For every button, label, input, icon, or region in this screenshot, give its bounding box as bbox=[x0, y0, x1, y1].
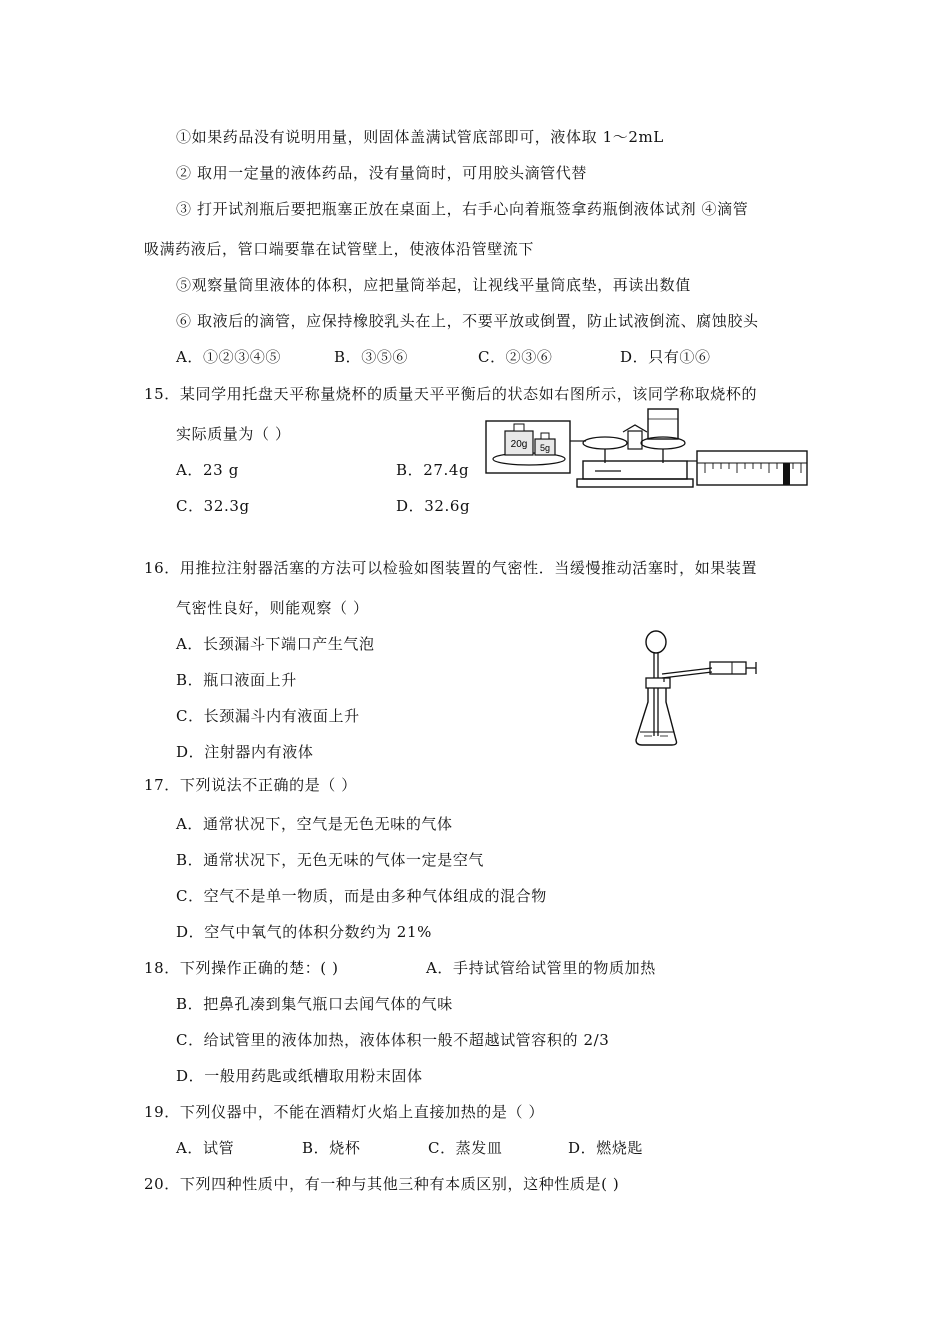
funnel-bulb-icon bbox=[646, 631, 666, 653]
weight-5g-label: 5g bbox=[539, 443, 551, 453]
q14-option-d: D．只有①⑥ bbox=[620, 348, 711, 366]
q16-option-a: A．长颈漏斗下端口产生气泡 bbox=[176, 635, 375, 653]
q15-option-c: C．32.3g bbox=[176, 497, 250, 515]
stopper bbox=[646, 678, 670, 688]
q15-option-b: B．27.4g bbox=[396, 461, 470, 479]
q19-option-a: A．试管 bbox=[176, 1139, 235, 1157]
pointer-column bbox=[628, 431, 642, 449]
q19-option-c: C．蒸发皿 bbox=[428, 1139, 503, 1157]
q14-option-c: C．②③⑥ bbox=[478, 348, 553, 366]
q19-option-b: B．烧杯 bbox=[302, 1139, 361, 1157]
q16-option-c: C．长颈漏斗内有液面上升 bbox=[176, 707, 360, 725]
q19-stem: 19．下列仪器中，不能在酒精灯火焰上直接加热的是（ ） bbox=[144, 1103, 545, 1121]
q18-option-d: D．一般用药匙或纸槽取用粉末固体 bbox=[176, 1067, 423, 1085]
q17-option-c: C．空气不是单一物质，而是由多种气体组成的混合物 bbox=[176, 887, 547, 905]
conical-flask-icon bbox=[636, 688, 677, 745]
q14-item-5: ⑤观察量筒里液体的体积，应把量筒举起，让视线平量筒底垫，再读出数值 bbox=[176, 276, 691, 294]
q16-stem-line-2: 气密性良好，则能观察（ ） bbox=[176, 599, 369, 617]
weight-5g-icon bbox=[535, 433, 555, 455]
q18-option-a: A．手持试管给试管里的物质加热 bbox=[426, 959, 656, 977]
q16-stem-line-1: 16．用推拉注射器活塞的方法可以检验如图装置的气密性．当缓慢推动活塞时，如果装置 bbox=[144, 559, 758, 577]
q15-stem-line-1: 15．某同学用托盘天平称量烧杯的质量天平平衡后的状态如右图所示，该同学称取烧杯的 bbox=[144, 385, 758, 403]
q17-option-b: B．通常状况下，无色无味的气体一定是空气 bbox=[176, 851, 485, 869]
syringe-icon bbox=[710, 662, 746, 674]
q19-option-d: D．燃烧匙 bbox=[568, 1139, 644, 1157]
balance-base bbox=[583, 461, 687, 479]
left-pan bbox=[583, 437, 627, 449]
q16-option-b: B．瓶口液面上升 bbox=[176, 671, 297, 689]
rider-icon bbox=[783, 463, 790, 485]
q20-stem: 20．下列四种性质中，有一种与其他三种有本质区别，这种性质是( ) bbox=[144, 1175, 620, 1193]
q14-option-b: B．③⑤⑥ bbox=[334, 348, 409, 366]
q14-item-2: ② 取用一定量的液体药品，没有量筒时，可用胶头滴管代替 bbox=[176, 164, 587, 182]
q14-item-6: ⑥ 取液后的滴管，应保持橡胶乳头在上，不要平放或倒置，防止试液倒流、腐蚀胶头 bbox=[176, 312, 759, 330]
q18-option-b: B．把鼻孔凑到集气瓶口去闻气体的气味 bbox=[176, 995, 453, 1013]
q17-option-d: D．空气中氧气的体积分数约为 21% bbox=[176, 923, 432, 941]
q18-option-c: C．给试管里的液体加热，液体体积一般不超越试管容积的 2/3 bbox=[176, 1031, 610, 1049]
weight-20g-label: 20g bbox=[510, 439, 528, 450]
q14-item-3-line-2: 吸满药液后，管口端要靠在试管壁上，使液体沿管壁流下 bbox=[144, 240, 535, 258]
q14-option-a: A．①②③④⑤ bbox=[176, 348, 282, 366]
q14-item-1: ①如果药品没有说明用量，则固体盖满试管底部即可，液体取 1～2mL bbox=[176, 128, 664, 146]
q16-option-d: D．注射器内有液体 bbox=[176, 743, 314, 761]
airtightness-apparatus-figure bbox=[632, 628, 760, 750]
balance-figure bbox=[483, 405, 813, 495]
q17-option-a: A．通常状况下，空气是无色无味的气体 bbox=[176, 815, 453, 833]
q15-stem-line-2: 实际质量为（ ） bbox=[176, 425, 291, 443]
weight-20g-icon bbox=[505, 424, 533, 455]
q18-stem: 18．下列操作正确的楚：( ) bbox=[144, 959, 339, 977]
beaker-icon bbox=[648, 409, 678, 439]
q17-stem: 17．下列说法不正确的是（ ） bbox=[144, 776, 357, 794]
rider-scale-inset bbox=[697, 451, 807, 485]
q15-option-d: D．32.6g bbox=[396, 497, 471, 515]
q14-item-3-line-1: ③ 打开试剂瓶后要把瓶塞正放在桌面上，右手心向着瓶签拿药瓶倒液体试剂 ④滴管 bbox=[176, 200, 749, 218]
q15-option-a: A．23 g bbox=[176, 461, 239, 479]
